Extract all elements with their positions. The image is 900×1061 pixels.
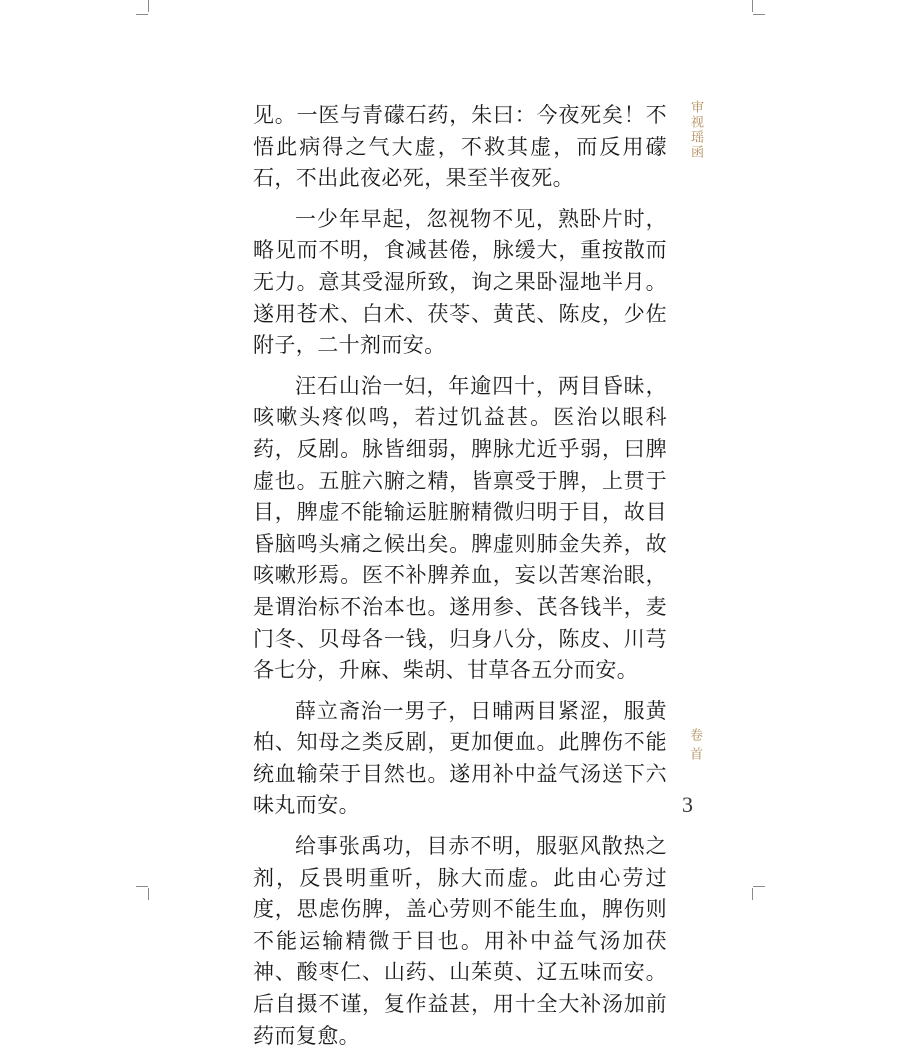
paragraph-1: 见。一医与青礞石药，朱曰：今夜死矣！不悟此病得之气大虚，不救其虚，而反用礞石，不出此夜必死，果至半夜死。 — [253, 103, 667, 191]
crop-mark-top-left-h — [136, 14, 148, 15]
paragraph-2: 一少年早起，忽视物不见，熟卧片时，略见而不明，食减甚倦，脉缓大，重按散而无力。意其受湿所致，询之果卧湿地半月。遂用苍术、白术、茯苓、黄芪、陈皮，少佐附子，二十剂而安。 — [253, 206, 667, 358]
crop-mark-top-left-v — [148, 0, 149, 12]
crop-mark-top-right-h — [753, 14, 765, 15]
running-header-section: 卷首 — [687, 728, 702, 766]
paragraph-3: 汪石山治一妇，年逾四十，两目昏昧，咳嗽头疼似鸣，若过饥益甚。医治以眼科药，反剧。脉皆细弱，脾脉尤近乎弱，曰脾虚也。五脏六腑之精，皆禀受于脾，上贯于目，脾虚不能输运脏腑精微归明于目，故目昏脑鸣头痛之候出矣。脾虚则肺金失养，故咳嗽形焉。医不补脾养血，妄以苦寒治眼，是谓治标不治本也。遂用参、芪各钱半，麦门冬、贝母各一钱，归身八分，陈皮、川芎各七分，升麻、柴胡、甘草各五分而安。 — [253, 373, 667, 683]
page-number: 3 — [682, 792, 693, 817]
crop-mark-bottom-right-v — [752, 888, 753, 900]
paragraph-5: 给事张禹功，目赤不明，服驱风散热之剂，反畏明重听，脉大而虚。此由心劳过度，思虑伤脾，盖心劳则不能生血，脾伤则不能运输精微于目也。用补中益气汤加茯神、酸枣仁、山药、山茱萸、辽五味而安。后自摄不谨，复作益甚，用十全大补汤加前药而复愈。 — [253, 834, 667, 1048]
crop-mark-bottom-left-h — [136, 886, 148, 887]
body-text — [253, 100, 667, 1061]
crop-mark-bottom-right-h — [753, 886, 765, 887]
crop-mark-top-right-v — [752, 0, 753, 12]
crop-mark-bottom-left-v — [148, 888, 149, 900]
running-header-book-title: 审视瑶函 — [688, 100, 703, 160]
paragraph-4: 薛立斋治一男子，日晡两目紧涩，服黄柏、知母之类反剧，更加便血。此脾伤不能统血输荣于目然也。遂用补中益气汤送下六味丸而安。 — [253, 698, 667, 818]
